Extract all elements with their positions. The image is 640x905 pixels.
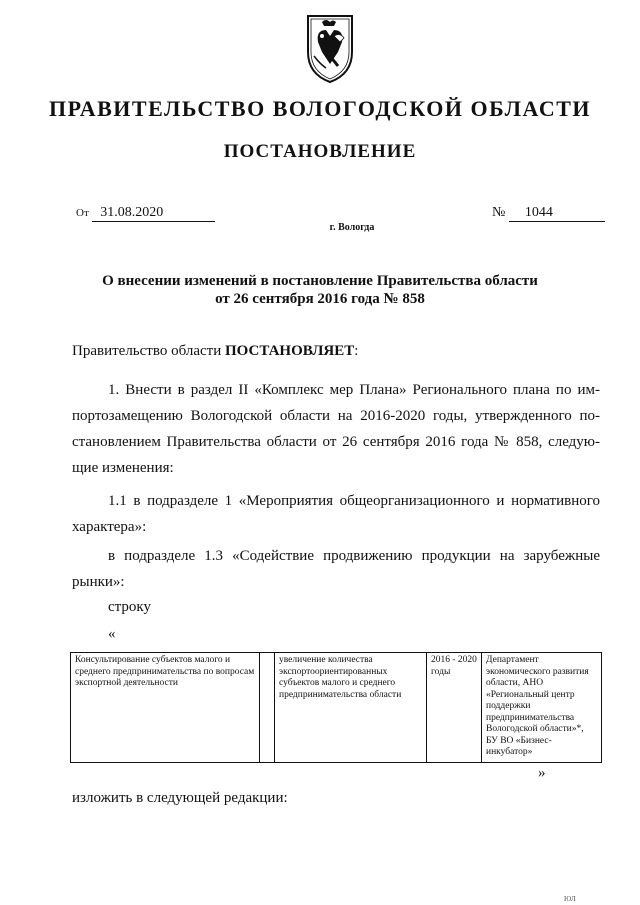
paragraph-1-line-1: 1. Внести в раздел II «Комплекс мер Плана» Регионального плана по им- bbox=[108, 382, 600, 398]
preamble-bold: ПОСТАНОВЛЯЕТ bbox=[224, 343, 355, 359]
coat-of-arms-emblem bbox=[300, 12, 360, 84]
city-label: г. Вологда bbox=[329, 222, 375, 233]
table-row bbox=[71, 653, 602, 763]
quote-open: « bbox=[108, 626, 116, 642]
date-prefix: От bbox=[76, 207, 89, 219]
paragraph-1-line-2: портозамещению Вологодской области на 2016-2020 годы, утвержденного по- bbox=[72, 408, 600, 424]
paragraph-3-line-2: рынки»: bbox=[72, 574, 125, 590]
measures-table bbox=[70, 652, 602, 763]
preamble bbox=[72, 338, 358, 364]
paragraph-5: изложить в следующей редакции: bbox=[72, 790, 288, 806]
paragraph-2-line-1: 1.1 в подразделе 1 «Мероприятия общеорганизационного и нормативного bbox=[108, 493, 600, 509]
document-number: 1044 bbox=[509, 205, 605, 222]
quote-close: » bbox=[538, 765, 546, 781]
paragraph-2-line-2: характера»: bbox=[72, 519, 147, 535]
subject-line-2: от 26 сентября 2016 года № 858 bbox=[215, 291, 425, 307]
paragraph-1-line-3: становлением Правительства области от 26 сентября 2016 года № 858, следую- bbox=[72, 434, 600, 450]
subject-line-1: О внесении изменений в постановление Правительства области bbox=[102, 273, 538, 289]
document-date: 31.08.2020 bbox=[92, 205, 215, 222]
document-type: ПОСТАНОВЛЕНИЕ bbox=[223, 141, 417, 162]
preamble-tail: : bbox=[354, 343, 359, 359]
footer-mark: ЮЛ bbox=[564, 895, 576, 903]
cell-period: 2016 - 2020 годы bbox=[427, 653, 482, 763]
document-subject bbox=[0, 272, 640, 308]
number-prefix: № bbox=[492, 205, 506, 220]
cell-measure: Консультирование субъектов малого и среднего предпринимательства по вопросам экспортной деятельности bbox=[71, 653, 260, 763]
paragraph-1-line-4: щие изменения: bbox=[72, 460, 174, 476]
date-line bbox=[76, 205, 215, 222]
cell-executors: Департамент экономического развития области, АНО «Региональный центр поддержки предпринимательства Вологодской области»*, БУ ВО «Бизнес-инкубатор» bbox=[482, 653, 602, 763]
preamble-text: Правительство области bbox=[72, 343, 225, 359]
number-line bbox=[492, 205, 605, 222]
paragraph-4: строку bbox=[108, 599, 151, 615]
government-title: ПРАВИТЕЛЬСТВО ВОЛОГОДСКОЙ ОБЛАСТИ bbox=[49, 96, 591, 121]
cell-result: увеличение количества экспортоориентированных субъектов малого и среднего предпринимательства области bbox=[275, 653, 427, 763]
paragraph-3-line-1: в подразделе 1.3 «Содействие продвижению продукции на зарубежные bbox=[108, 548, 600, 564]
cell-empty bbox=[260, 653, 275, 763]
